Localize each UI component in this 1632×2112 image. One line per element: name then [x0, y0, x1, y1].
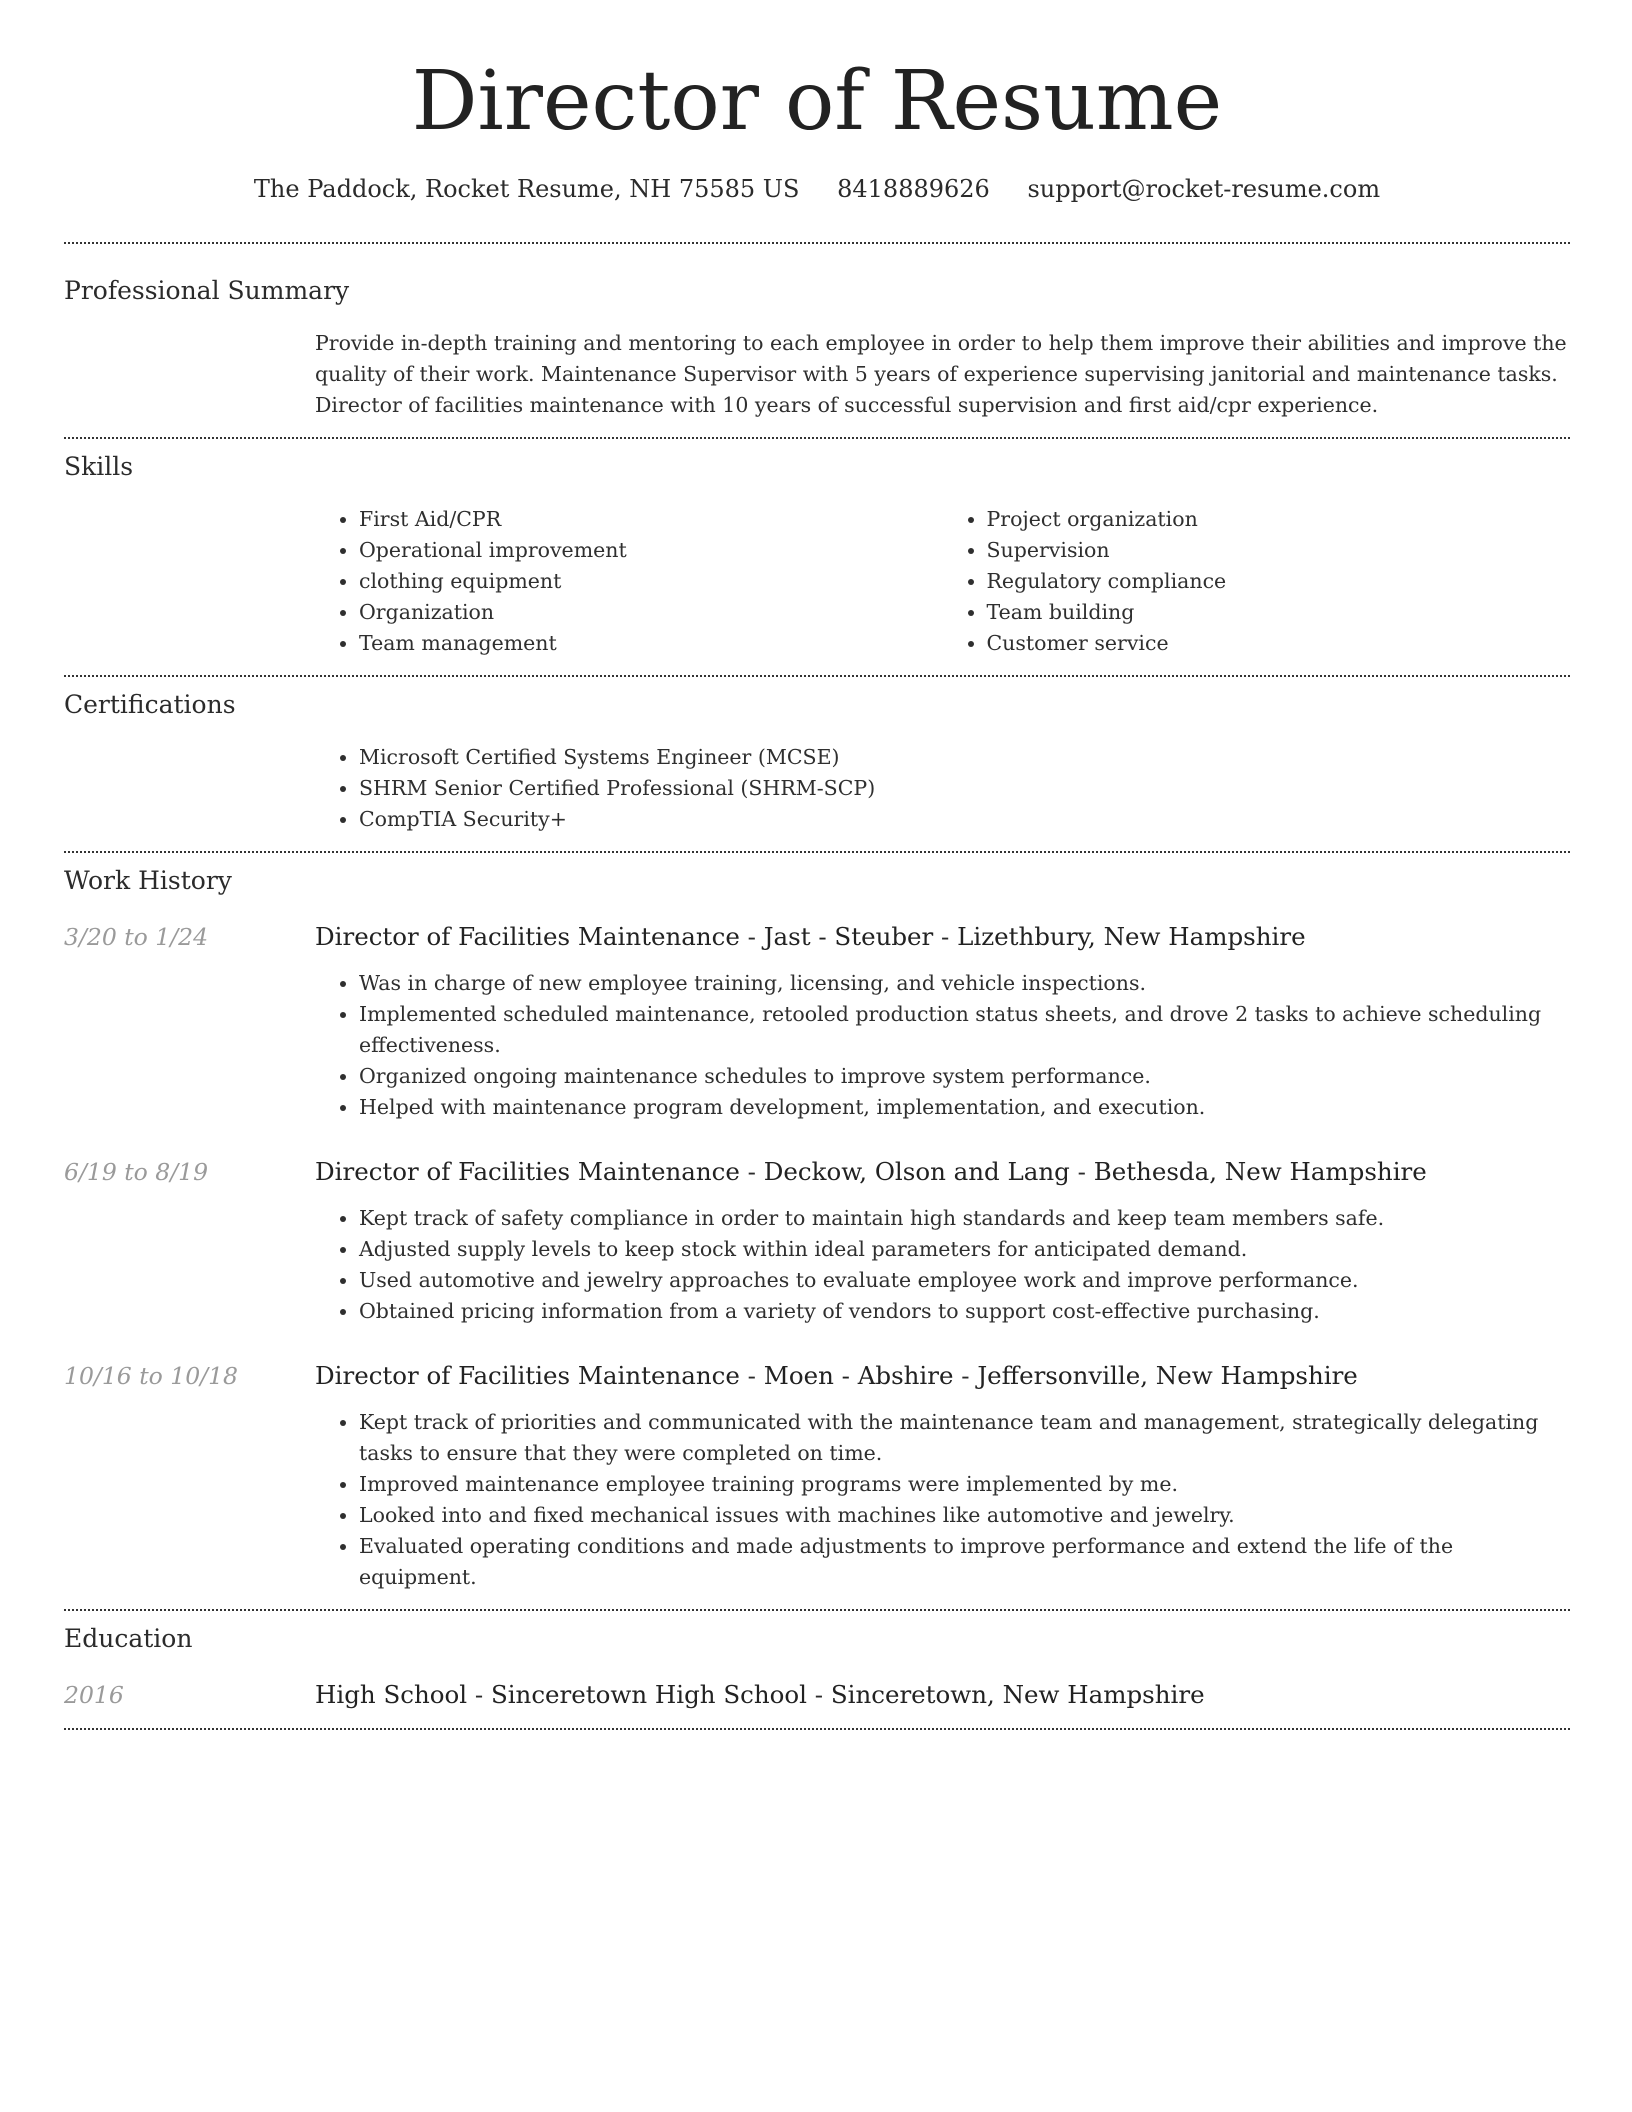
skills-column-right — [943, 504, 1571, 659]
certification-item: • CompTIA Security+ — [359, 804, 1570, 835]
education-section — [64, 1611, 1570, 1728]
job-bullet: • Kept track of priorities and communicated with the maintenance team and management, strategically delegating tasks to ensure that they were completed on time. — [359, 1407, 1570, 1469]
summary-section — [64, 244, 1570, 437]
job-role: Director of Facilities Maintenance — [315, 922, 740, 951]
job-entry — [64, 1155, 1570, 1327]
skill-item: • Operational improvement — [359, 535, 943, 566]
job-bullets — [315, 1407, 1570, 1593]
education-title — [315, 1678, 1205, 1712]
job-bullets — [315, 968, 1570, 1123]
education-divider — [64, 1728, 1570, 1730]
job-bullet: • Adjusted supply levels to keep stock within ideal parameters for anticipated demand. — [359, 1234, 1570, 1265]
skill-item: • Supervision — [987, 535, 1571, 566]
section-title-education: Education — [64, 1624, 193, 1653]
skill-item: • Team building — [987, 597, 1571, 628]
job-location: Bethesda, New Hampshire — [1093, 1157, 1427, 1186]
skill-item: • clothing equipment — [359, 566, 943, 597]
education-school: Sinceretown High School — [490, 1680, 807, 1709]
job-bullet: • Evaluated operating conditions and made adjustments to improve performance and extend the life of the equipment. — [359, 1531, 1570, 1593]
job-bullet: • Implemented scheduled maintenance, retooled production status sheets, and drove 2 tasks to achieve scheduling effectiveness. — [359, 999, 1570, 1061]
job-location: Lizethbury, New Hampshire — [957, 922, 1306, 951]
certifications-section — [64, 677, 1570, 851]
job-bullet: • Was in charge of new employee training, licensing, and vehicle inspections. — [359, 968, 1570, 999]
job-separator: - — [739, 922, 764, 951]
contact-address: The Paddock, Rocket Resume, NH 75585 US — [253, 175, 800, 203]
job-header — [64, 1155, 1570, 1189]
skills-section — [64, 439, 1570, 675]
skills-column-left — [315, 504, 943, 659]
skill-item: • Project organization — [987, 504, 1571, 535]
job-date: 10/16 to 10/18 — [64, 1362, 238, 1390]
job-bullet: • Organized ongoing maintenance schedules to improve system performance. — [359, 1061, 1570, 1092]
job-title — [315, 1359, 1358, 1393]
education-entry — [64, 1678, 1570, 1712]
skill-item: • Regulatory compliance — [987, 566, 1571, 597]
job-bullet: • Obtained pricing information from a variety of vendors to support cost-effective purchasing. — [359, 1296, 1570, 1327]
job-bullet: • Improved maintenance employee training programs were implemented by me. — [359, 1469, 1570, 1500]
education-date: 2016 — [64, 1681, 124, 1709]
section-title-certifications: Certifications — [64, 690, 236, 719]
section-title-skills: Skills — [64, 452, 134, 481]
certifications-list — [315, 742, 1570, 851]
job-date: 6/19 to 8/19 — [64, 1158, 209, 1186]
job-company: Deckow, Olson and Lang — [763, 1157, 1070, 1186]
certification-item: • Microsoft Certified Systems Engineer (MCSE) — [359, 742, 1570, 773]
skill-item: • Customer service — [987, 628, 1571, 659]
section-title-work-history: Work History — [64, 866, 232, 895]
education-separator: - — [806, 1680, 831, 1709]
summary-text: Provide in-depth training and mentoring to each employee in order to help them improve their abilities and improve the quality of their work. Maintenance Supervisor with 5 years of experience supervising janitorial and maintenance tasks. Director of facilities maintenance with 10 years of successful supervision and first aid/cpr experience. — [315, 331, 1567, 417]
contact-line — [64, 172, 1570, 206]
section-title-summary: Professional Summary — [64, 276, 350, 305]
job-separator: - — [1069, 1157, 1094, 1186]
job-bullet: • Looked into and fixed mechanical issues with machines like automotive and jewelry. — [359, 1500, 1570, 1531]
job-company: Jast - Steuber — [763, 922, 934, 951]
job-separator: - — [953, 1361, 978, 1390]
education-separator: - — [467, 1680, 491, 1709]
job-location: Jeffersonville, New Hampshire — [977, 1361, 1358, 1390]
job-title — [315, 920, 1306, 954]
job-company: Moen - Abshire — [763, 1361, 954, 1390]
job-separator: - — [739, 1157, 764, 1186]
resume-page — [64, 0, 1570, 1730]
job-header — [64, 1359, 1570, 1393]
skill-item: • Team management — [359, 628, 943, 659]
job-entry — [64, 920, 1570, 1123]
job-separator: - — [739, 1361, 764, 1390]
job-bullet: • Helped with maintenance program development, implementation, and execution. — [359, 1092, 1570, 1123]
job-title — [315, 1155, 1427, 1189]
contact-phone: 8418889626 — [837, 175, 990, 203]
job-bullets — [315, 1203, 1570, 1327]
job-bullet: • Kept track of safety compliance in order to maintain high standards and keep team members safe. — [359, 1203, 1570, 1234]
skill-item: • First Aid/CPR — [359, 504, 943, 535]
job-separator: - — [933, 922, 958, 951]
resume-name: Director of Resume — [411, 54, 1223, 149]
job-role: Director of Facilities Maintenance — [315, 1361, 740, 1390]
job-entry — [64, 1359, 1570, 1609]
education-degree: High School — [315, 1680, 468, 1709]
work-history-section — [64, 853, 1570, 1609]
job-role: Director of Facilities Maintenance — [315, 1157, 740, 1186]
job-header — [64, 920, 1570, 954]
certification-item: • SHRM Senior Certified Professional (SHRM-SCP) — [359, 773, 1570, 804]
skill-item: • Organization — [359, 597, 943, 628]
contact-email[interactable]: support@rocket-resume.com — [1027, 175, 1381, 203]
job-date: 3/20 to 1/24 — [64, 923, 209, 951]
job-bullet: • Used automotive and jewelry approaches to evaluate employee work and improve performance. — [359, 1265, 1570, 1296]
skills-list — [315, 504, 1570, 675]
education-location: Sinceretown, New Hampshire — [830, 1680, 1205, 1709]
